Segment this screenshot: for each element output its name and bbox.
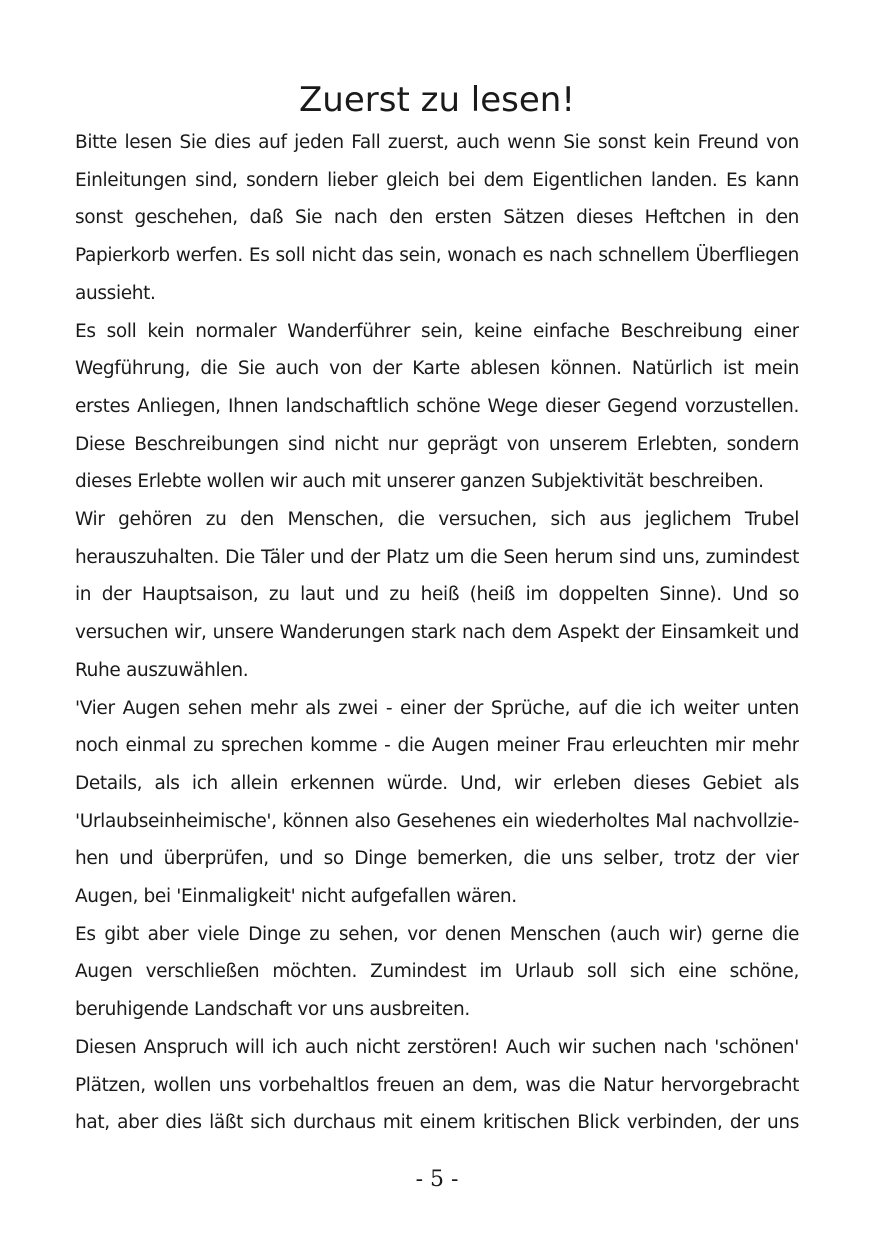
text-line: Wir gehören zu den Menschen, die versuchen, sich aus jeglichem Trubel [75,509,799,531]
text-line: Augen verschließen möchten. Zumindest im Urlaub soll sich eine schöne, [75,961,799,983]
text-line: hen und überprüfen, und so Dinge bemerken, die uns selber, trotz der vier [75,848,799,870]
page-number: - 5 - [415,1167,459,1192]
text-line: Augen, bei 'Einmaligkeit' nicht aufgefallen wären. [75,886,517,908]
text-line: Bitte lesen Sie dies auf jeden Fall zuerst, auch wenn Sie sonst kein Freund von [75,132,799,153]
text-line: aussieht. [75,282,156,304]
text-line: Es soll kein normaler Wanderführer sein, keine einfache Beschreibung einer [75,320,799,342]
text-line: dieses Erlebte wollen wir auch mit unserer ganzen Subjektivität beschreiben. [75,471,764,493]
text-line: Papierkorb werfen. Es soll nicht das sein, wonach es nach schnellem Überfliegen [75,245,799,267]
text-line: noch einmal zu sprechen komme - die Augen meiner Frau erleuchten mir mehr [75,735,799,757]
text-line: Details, als ich allein erkennen würde. Und, wir erleben dieses Gebiet als [75,772,799,794]
body-text [75,124,799,1142]
text-line: versuchen wir, unsere Wanderungen stark nach dem Aspekt der Einsamkeit und [75,622,799,644]
text-line: Diese Beschreibungen sind nicht nur geprägt von unserem Erlebten, sondern [75,433,799,455]
text-line: sonst geschehen, daß Sie nach den ersten Sätzen dieses Heftchen in den [75,207,799,229]
text-line: Wegführung, die Sie auch von der Karte ablesen können. Natürlich ist mein [75,358,799,380]
text-line: herauszuhalten. Die Täler und der Platz um die Seen herum sind uns, zumindest [75,546,799,568]
text-line: Ruhe auszuwählen. [75,659,249,681]
text-line: 'Vier Augen sehen mehr als zwei - einer der Sprüche, auf die ich weiter unten [75,697,799,719]
text-line: hat, aber dies läßt sich durchaus mit einem kritischen Blick verbinden, der uns [75,1112,799,1134]
text-line: Es gibt aber viele Dinge zu sehen, vor denen Menschen (auch wir) gerne die [75,923,799,945]
text-line: Plätzen, wollen uns vorbehaltlos freuen an dem, was die Natur hervorgebracht [75,1074,799,1096]
text-line: Einleitungen sind, sondern lieber gleich bei dem Eigentlichen landen. Es kann [75,169,799,191]
text-line: erstes Anliegen, Ihnen landschaftlich schöne Wege dieser Gegend vorzustellen. [75,395,799,417]
page-title: Zuerst zu lesen! [299,80,575,120]
text-line: beruhigende Landschaft vor uns ausbreiten. [75,999,470,1021]
text-line: in der Hauptsaison, zu laut und zu heiß (heiß im doppelten Sinne). Und so [75,584,799,606]
text-line: Diesen Anspruch will ich auch nicht zerstören! Auch wir suchen nach 'schönen' [75,1036,799,1058]
text-line: 'Urlaubseinheimische', können also Gesehenes ein wiederholtes Mal nachvollzie- [75,810,799,832]
